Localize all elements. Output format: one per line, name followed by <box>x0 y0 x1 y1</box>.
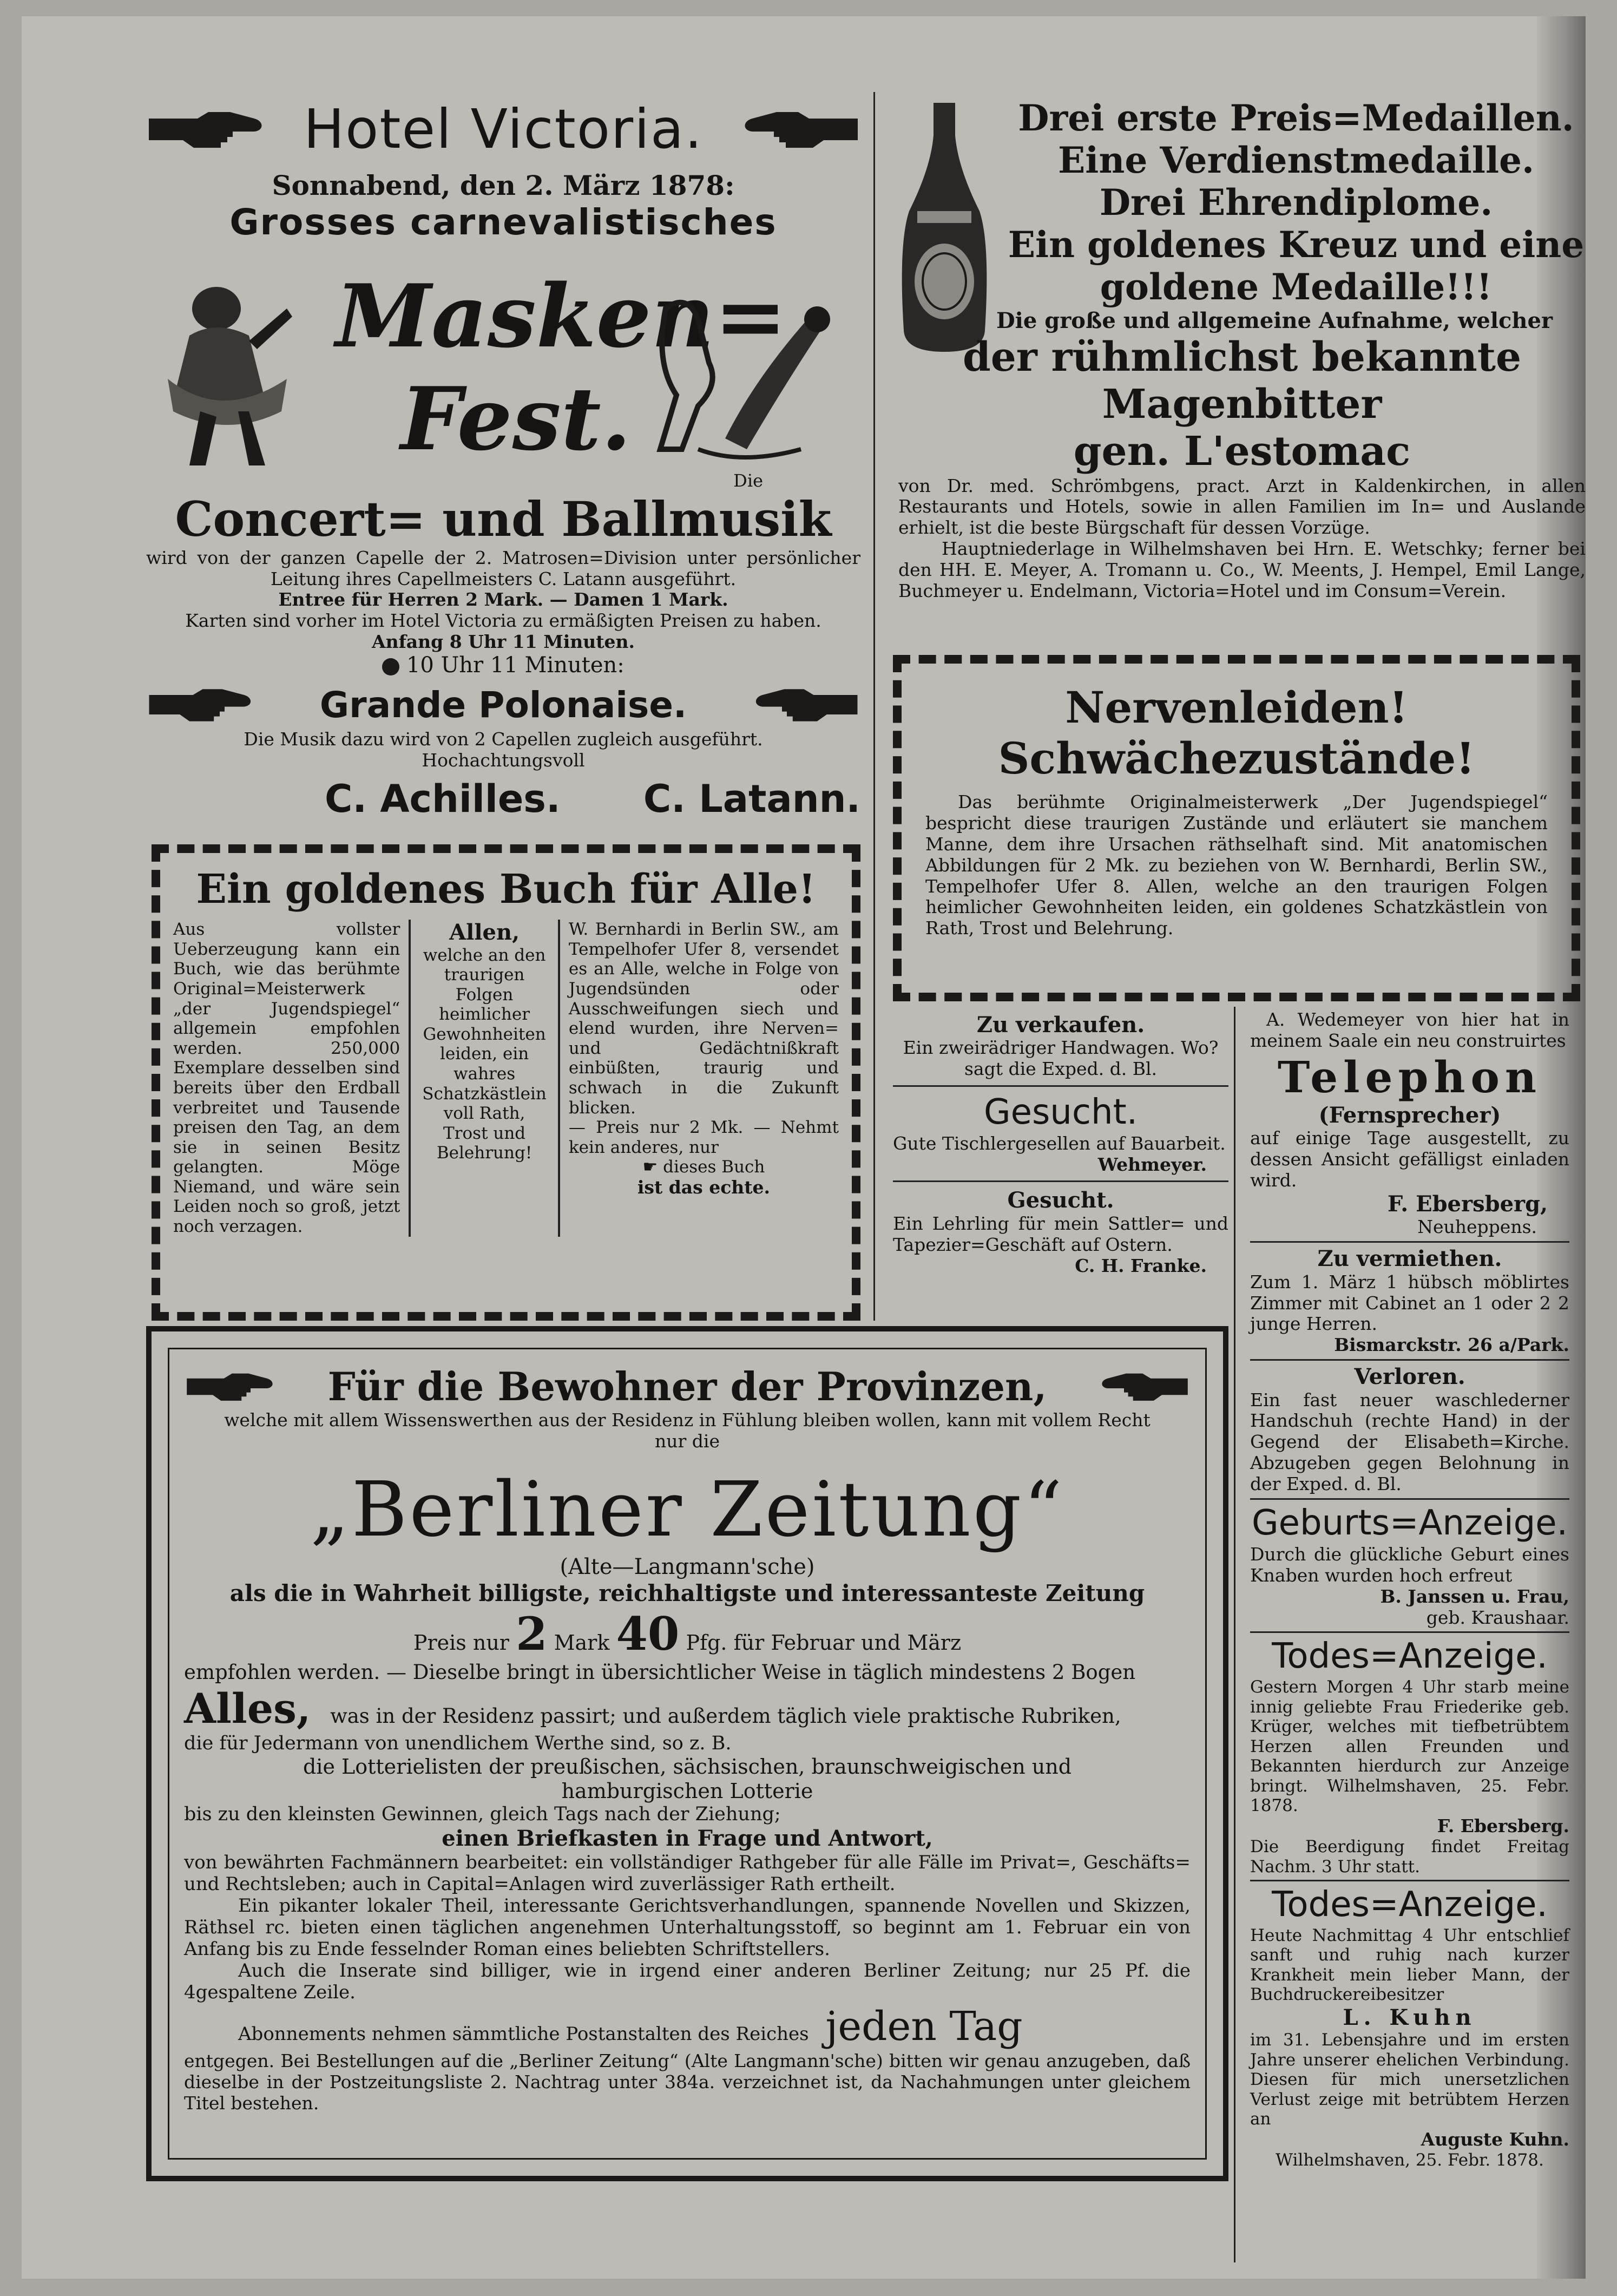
music-text: wird von der ganzen Capelle der 2. Matrosen=Division unter persönlicher Leitung ihres Capellmeisters C. Latann ausgeführt. <box>146 547 860 589</box>
golden-book-title: Ein goldenes Buch für Alle! <box>196 866 816 913</box>
pointing-hand-left-icon <box>741 102 860 156</box>
fest-heading: Fest. <box>400 368 632 470</box>
verloren-body: Ein fast neuer waschlederner Handschuh (rechte Hand) in der Gegend der Elisabeth=Kirche. Abzugeben gegen Belohnung in der Exped. d. Bl. <box>1250 1389 1569 1495</box>
schwaeche-title: Schwächezustände! <box>998 733 1475 784</box>
hotel-subtitle: Grosses carnevalistisches <box>229 201 777 243</box>
column-divider <box>1234 1007 1235 2262</box>
telephon-body: auf einige Tage ausgestellt, zu dessen Ansicht gefälligst einladen wird. <box>1250 1127 1569 1191</box>
masked-dancer-illustration <box>157 271 298 471</box>
golden-book-col2: welche an den traurigen Folgen heimlicher Gewohnheiten leiden, ein wahres Schatzkästlein voll Rath, Trost und Belehrung! <box>422 945 547 1163</box>
berliner-p6: einen Briefkasten in Frage und Antwort, <box>442 1826 933 1852</box>
berliner-title: „Berliner Zeitung“ <box>310 1465 1064 1554</box>
signature-latann: C. Latann. <box>643 777 860 822</box>
bitter-name-line: der rühmlichst bekannte Magenbitter <box>962 333 1522 428</box>
price-period: Pfg. für Februar und März <box>686 1630 962 1655</box>
medals-line2: Eine Verdienstmedaille. <box>1057 139 1534 181</box>
medals-line4: Ein goldenes Kreuz und eine <box>1008 223 1585 266</box>
geburts-sign-2: geb. Kraushaar. <box>1426 1606 1569 1628</box>
polonaise-time-text: 10 Uhr 11 Minuten: <box>406 653 625 678</box>
golden-book-this: dieses Buch <box>663 1157 765 1177</box>
todes-sign-1: F. Ebersberg. <box>1437 1815 1569 1837</box>
verloren-title: Verloren. <box>1354 1364 1465 1390</box>
berliner-p5: bis zu den kleinsten Gewinnen, gleich Tags nach der Ziehung; <box>184 1803 781 1826</box>
hotel-title: Hotel Victoria. <box>303 97 703 161</box>
golden-book-col1: Aus vollster Ueberzeugung kann ein Buch, wie das berühmte Original=Meisterwerk „der Jugendspiegel“ allgemein empfohlen werden. 250,000 Exemplare desselben sind bereits über den Erdball verbreitet und Tausende preisen den Tag, an dem sie in seinen Besitz gelangten. Möge Niemand, und wäre sein Leiden noch so groß, jetzt noch verzagen. <box>173 920 400 1236</box>
start-time: Anfang 8 Uhr 11 Minuten. <box>371 631 635 653</box>
berliner-alles: Alles, <box>184 1684 311 1733</box>
gesucht-body-1: Gute Tischlergesellen auf Bauarbeit. <box>893 1132 1226 1154</box>
music-title: Concert= und Ballmusik <box>175 490 832 547</box>
berliner-p8: Ein pikanter lokaler Theil, interessante Gerichtsverhandlungen, spannende Novellen und Skizzen, Räthsel rc. bieten einen täglichen angenehmen Unterhaltungsstoff, so beginnt am 1. Februar ein von Anfang bis zu Ende fesselnder Roman eines beliebten Schriftstellers. <box>184 1894 1191 1960</box>
todes-date-2: Wilhelmshaven, 25. Febr. 1878. <box>1276 2150 1544 2170</box>
todes-title-1: Todes=Anzeige. <box>1272 1636 1548 1677</box>
polonaise-title: Grande Polonaise. <box>319 684 687 726</box>
berliner-p9: Auch die Inserate sind billiger, wie in irgend einer anderen Berliner Zeitung; nur 25 Pf. die 4gespaltene Zeile. <box>184 1960 1191 2004</box>
geburts-body: Durch die glückliche Geburt eines Knaben wurden hoch erfreut <box>1250 1543 1569 1586</box>
signature-achilles: C. Achilles. <box>325 777 561 822</box>
gesucht-sign-2: C. H. Franke. <box>1075 1255 1207 1276</box>
geburts-title: Geburts=Anzeige. <box>1252 1503 1568 1544</box>
price-mark: 2 <box>516 1606 548 1661</box>
golden-book-col3: W. Bernhardi in Berlin SW., am Tempelhofer Ufer 8, versendet es an Alle, welche in Folge von Jugendsünden oder Ausschweifungen siech und elend wurden, ihre Nerven= und Gedächtnißkraft einbüßten, traurig und schwach in die Zukunft blicken. <box>568 920 839 1118</box>
pointing-hand-left-icon <box>1099 1366 1191 1407</box>
golden-book-echt: ist das echte. <box>637 1176 771 1198</box>
small-ads-middle <box>893 1012 1228 1276</box>
gesucht-sign-1: Wehmeyer. <box>1097 1153 1207 1175</box>
geburts-sign: B. Janssen u. Frau, <box>1380 1585 1569 1607</box>
berliner-p11: entgegen. Bei Bestellungen auf die „Berliner Zeitung“ (Alte Langmann'sche) bitten wir genau anzugeben, daß dieselbe in der Postzeitungsliste 2. Nachtrag unter 384a. verzeichnet ist, da Nachahmungen unter gleichem Titel bestehen. <box>184 2050 1191 2114</box>
right-column-ads <box>1250 1009 1569 2170</box>
entry-prices: Entree für Herren 2 Mark. — Damen 1 Mark. <box>278 589 728 611</box>
todes-name-2: L. Kuhn <box>1343 2004 1477 2030</box>
berliner-p10b: jeden Tag <box>825 2003 1023 2050</box>
pointing-hand-right-icon <box>184 1366 276 1407</box>
berliner-headline: Für die Bewohner der Provinzen, <box>327 1363 1047 1409</box>
hotel-victoria-ad <box>146 97 860 244</box>
price-pfennig: 40 <box>616 1606 680 1661</box>
telephon-intro: A. Wedemeyer von hier hat in meinem Saale ein neu construirtes <box>1250 1009 1569 1051</box>
zu-verkaufen-title: Zu verkaufen. <box>976 1012 1145 1038</box>
price-mark-label: Mark <box>554 1630 610 1655</box>
music-note: Die Musik dazu wird von 2 Capellen zugleich ausgeführt. <box>244 729 763 750</box>
nervenleiden-body: Das berühmte Originalmeisterwerk „Der Jugendspiegel“ bespricht diese traurigen Zustände und erläutert sie manchem Manne, dem ihre Ursachen räthselhaft sind. Mit anatomischen Abbildungen für 2 Mk. zu beziehen von W. Bernhardi, Berlin SW., Tempelhofer Ufer 8. Allen, welche an den traurigen Folgen heimlicher Gewohnheiten leiden, ein goldenes Schatzkästlein von Rath, Trost und Belehrung. <box>925 791 1548 939</box>
reception-line: Die große und allgemeine Aufnahme, welcher <box>996 308 1553 334</box>
telephon-sub: (Fernsprecher) <box>1318 1103 1501 1129</box>
gesucht-title-2: Gesucht. <box>1007 1188 1114 1213</box>
berliner-p2: was in der Residenz passirt; und außerdem täglich viele praktische Rubriken, <box>330 1704 1121 1728</box>
todes-note-1: Die Beerdigung findet Freitag Nachm. 3 Uhr statt. <box>1250 1836 1569 1877</box>
vermiethen-title: Zu vermiethen. <box>1317 1246 1502 1272</box>
lestomac-line: gen. L'estomac <box>1073 428 1411 475</box>
medals-line5: goldene Medaille!!! <box>1100 265 1493 308</box>
price-prefix: Preis nur <box>413 1630 509 1655</box>
magenbitter-ad <box>898 97 1586 602</box>
hotel-victoria-details <box>146 471 860 822</box>
bitter-depots: Hauptniederlage in Wilhelmshaven bei Hrn. E. Wetschky; ferner bei den HH. E. Meyer, A. Tromann u. Co., W. Meents, J. Hempel, Emil Lange, Buchmeyer u. Endelmann, Victoria=Hotel und im Consum=Verein. <box>898 538 1586 602</box>
die-label: Die <box>733 470 763 491</box>
todes-title-2: Todes=Anzeige. <box>1272 1885 1548 1925</box>
berliner-p1: empfohlen werden. — Dieselbe bringt in übersichtlicher Weise in täglich mindestens 2 Bogen <box>184 1660 1136 1684</box>
bitter-body: von Dr. med. Schrömbgens, pract. Arzt in Kaldenkirchen, in allen Restaurants und Hotels, sowie in allen Familien im In= und Auslande erhielt, ist die beste Bürgschaft für dessen Vorzüge. <box>898 475 1586 539</box>
telephon-sign: F. Ebersberg, <box>1387 1191 1548 1217</box>
berliner-p3: die für Jedermann von unendlichem Werthe sind, so z. B. <box>184 1733 732 1755</box>
berliner-p7: von bewährten Fachmännern bearbeitet: ein vollständiger Rathgeber für alle Fälle im Privat=, Geschäfts= und Rechtsleben; auch in Capital=Anlagen wird zuverlässiger Rath ertheilt. <box>184 1851 1191 1895</box>
acrobat-clown-illustration <box>644 287 839 471</box>
vermiethen-address: Bismarckstr. 26 a/Park. <box>1334 1334 1569 1356</box>
masken-heading: Masken= <box>336 265 787 367</box>
berliner-zeitung-ad <box>184 1364 1191 2114</box>
tickets-note: Karten sind vorher im Hotel Victoria zu ermäßigten Preisen zu haben. <box>185 610 821 632</box>
berliner-p4: die Lotterielisten der preußischen, sächsischen, braunschweigischen und hamburgischen Lotterie <box>303 1755 1072 1803</box>
golden-book-allen: Allen, <box>449 920 520 946</box>
regards: Hochachtungsvoll <box>422 750 585 771</box>
pointing-hand-left-icon <box>752 680 860 729</box>
polonaise-time <box>146 653 860 678</box>
todes-sign-2: Auguste Kuhn. <box>1421 2129 1569 2150</box>
berliner-p10a: Abonnements nehmen sämmtliche Postanstalten des Reiches <box>238 2023 809 2045</box>
berliner-intro: welche mit allem Wissenswerthen aus der Residenz in Fühlung bleiben wollen, kann mit vollem Recht nur die <box>224 1409 1151 1452</box>
nervenleiden-title: Nervenleiden! <box>1065 682 1408 733</box>
zu-verkaufen-body: Ein zweirädriger Handwagen. Wo? sagt die Exped. d. Bl. <box>903 1037 1219 1080</box>
telephon-title: Telephon <box>1277 1051 1542 1103</box>
golden-book-price: — Preis nur 2 Mk. — Nehmt kein anderes, nur <box>568 1118 839 1157</box>
vermiethen-body: Zum 1. März 1 hübsch möblirtes Zimmer mit Cabinet an 1 oder 2 2 junge Herren. <box>1250 1271 1569 1335</box>
telephon-place: Neuheppens. <box>1417 1216 1537 1238</box>
berliner-subtitle: (Alte—Langmann'sche) <box>560 1554 815 1580</box>
column-divider <box>873 92 875 1321</box>
nervenleiden-ad <box>925 682 1548 939</box>
medals-line3: Drei Ehrendiplome. <box>1099 181 1493 224</box>
gesucht-body-2: Ein Lehrling für mein Sattler= und Tapezier=Geschäft auf Ostern. <box>893 1212 1228 1255</box>
golden-book-ad <box>173 866 839 1299</box>
medals-line1: Drei erste Preis=Medaillen. <box>1018 97 1574 139</box>
newspaper-page <box>22 16 1586 2279</box>
hotel-date: Sonnabend, den 2. März 1878: <box>272 169 735 201</box>
gesucht-title-1: Gesucht. <box>983 1092 1138 1133</box>
berliner-claim: als die in Wahrheit billigste, reichhaltigste und interessanteste Zeitung <box>229 1580 1145 1607</box>
bullet-icon <box>382 658 399 675</box>
todes-body-2: Heute Nachmittag 4 Uhr entschlief sanft und ruhig nach kurzer Krankheit mein lieber Mann, der Buchdruckereibesitzer <box>1250 1925 1569 2005</box>
pointing-hand-right-icon <box>146 680 254 729</box>
pointing-hand-right-icon <box>146 102 265 156</box>
todes-body-1: Gestern Morgen 4 Uhr starb meine innig geliebte Frau Friederike geb. Krüger, welches mit tiefbetrübtem Herzen allen Freunden und Bekannten hierdurch zur Anzeige bringt. Wilhelmshaven, 25. Febr. 1878. <box>1250 1677 1569 1816</box>
todes-body-2b: im 31. Lebensjahre und im ersten Jahre unserer ehelichen Verbindung. Diesen für mich unersetzlichen Verlust zeige mit betrübtem Herzen an <box>1250 2030 1569 2129</box>
pointing-hand-right-icon: ☛ <box>642 1157 658 1177</box>
